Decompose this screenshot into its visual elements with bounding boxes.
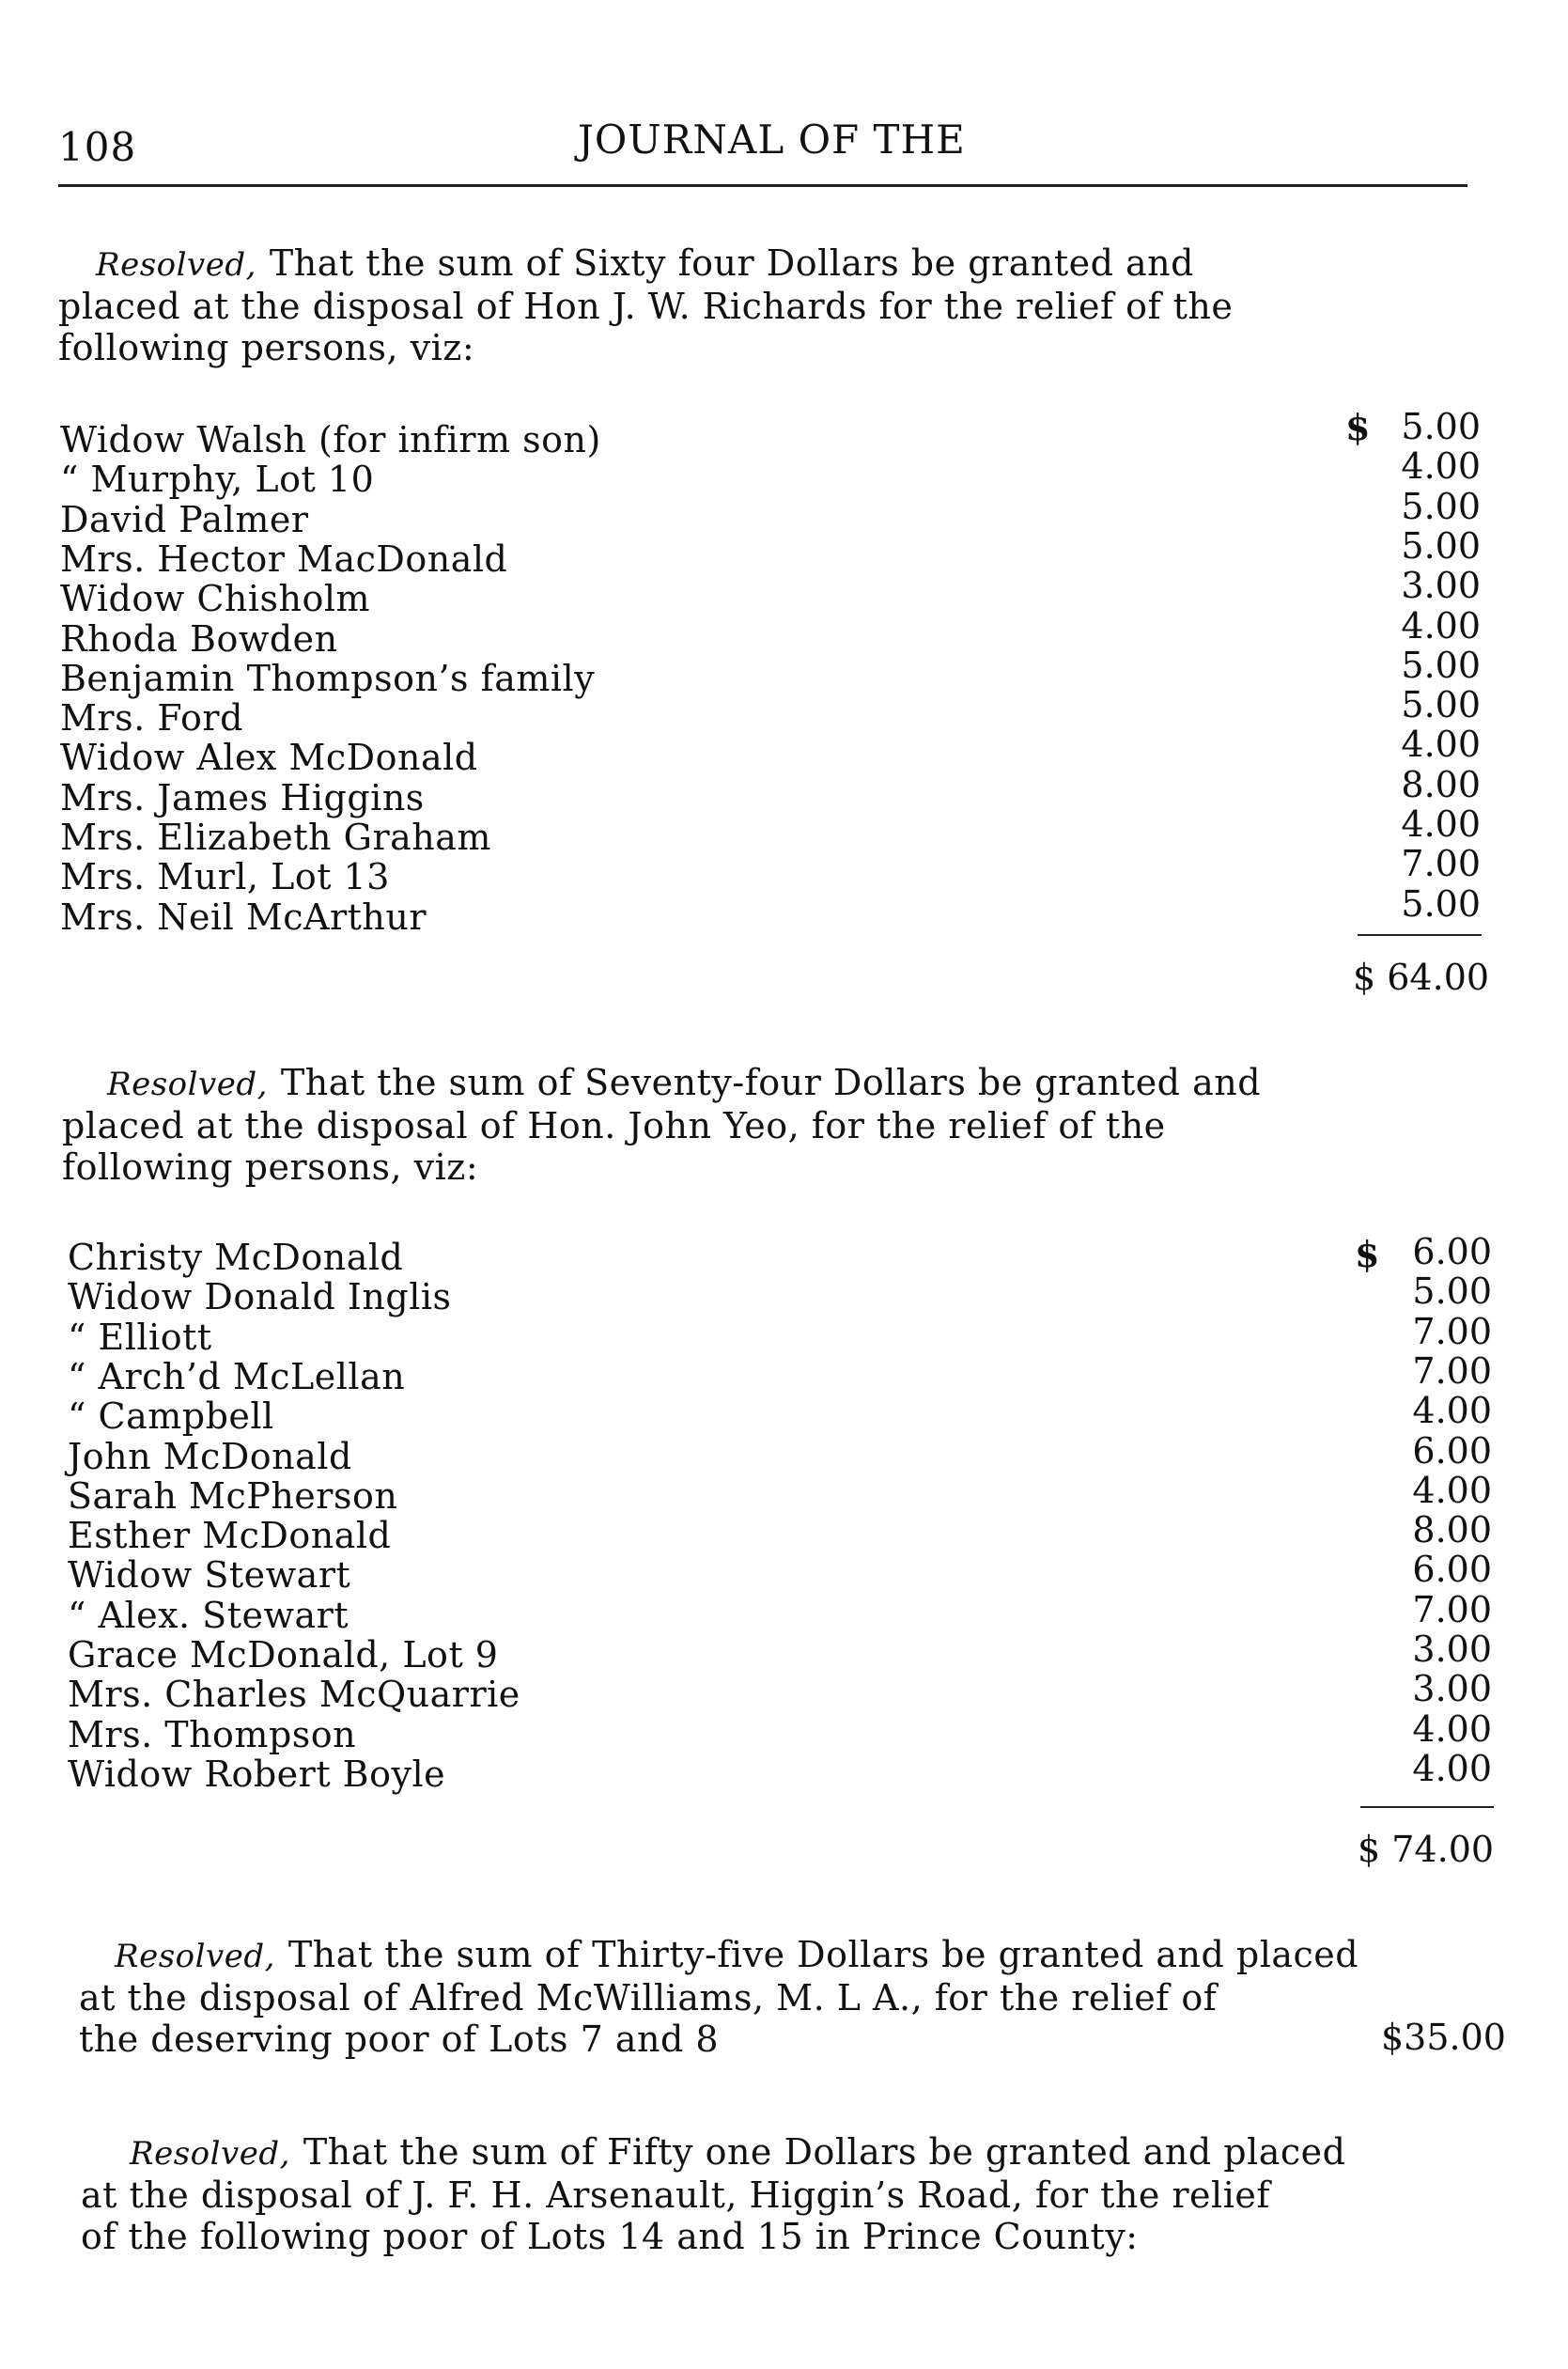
recipient-name: Mrs. Hector MacDonald — [60, 538, 508, 580]
resolved-keyword: Resolved, — [130, 2135, 290, 2173]
recipient-name: Mrs. Murl, Lot 13 — [60, 856, 390, 898]
total-1: $ 64.00 — [1353, 957, 1490, 998]
recipient-name: David Palmer — [60, 498, 309, 540]
recipient-name: Christy McDonald — [68, 1237, 404, 1278]
recipient-amount: 4.00 — [1412, 1747, 1492, 1789]
recipient-amount: 4.00 — [1401, 724, 1481, 766]
recipient-name: Mrs. Neil McArthur — [60, 896, 427, 938]
resolved-keyword: Resolved, — [96, 246, 256, 284]
resolved-keyword: Resolved, — [107, 1066, 268, 1103]
resolution-2-text: Resolved, That the sum of Seventy-four Dollars be granted and placed at the disposal of Hon. John Yeo, for the relief of the following persons, viz: — [62, 1062, 1262, 1188]
recipient-amount: 6.00 — [1412, 1549, 1492, 1591]
sum-rule-2 — [1360, 1806, 1494, 1808]
recipient-name: Benjamin Thompson’s family — [60, 657, 596, 699]
recipient-amount: 5.00 — [1401, 684, 1481, 726]
dollar-sign: $ — [1345, 406, 1371, 448]
recipient-amount: 5.00 — [1401, 485, 1481, 527]
running-title: JOURNAL OF THE — [578, 117, 966, 163]
recipient-amount: 4.00 — [1412, 1707, 1492, 1750]
recipient-amount: 5.00 — [1401, 524, 1481, 567]
recipient-amount: 4.00 — [1401, 445, 1481, 488]
recipient-name: Rhoda Bowden — [60, 617, 338, 660]
recipient-amount: 5.00 — [1401, 644, 1481, 686]
recipient-name: Widow Alex McDonald — [60, 737, 478, 779]
recipient-amount: 8.00 — [1401, 763, 1481, 805]
recipient-name: “ Elliott — [68, 1316, 212, 1358]
recipient-amount: 7.00 — [1401, 843, 1481, 885]
recipient-amount: 3.00 — [1401, 565, 1481, 607]
recipient-name: “ Murphy, Lot 10 — [60, 459, 375, 501]
recipient-amount: 8.00 — [1412, 1509, 1492, 1551]
sum-rule-1 — [1358, 934, 1482, 936]
recipient-amount: 7.00 — [1412, 1588, 1492, 1630]
dollar-sign: $ — [1355, 1233, 1380, 1275]
recipient-amount: 7.00 — [1412, 1349, 1492, 1392]
recipient-name: Sarah McPherson — [68, 1474, 398, 1517]
recipient-amount: 6.00 — [1412, 1429, 1492, 1472]
resolved-keyword: Resolved, — [115, 1938, 275, 1975]
resolution-3-text: Resolved, That the sum of Thirty-five Dollars be granted and placed at the disposal of Alfred McWilliams, M. L A., for the relief of the deserving poor of Lots 7 and 8 — [79, 1934, 1359, 2060]
recipient-name: “ Arch’d McLellan — [68, 1355, 406, 1397]
recipient-name: Widow Chisholm — [60, 578, 371, 620]
recipient-name: Widow Donald Inglis — [68, 1276, 452, 1318]
recipient-name: Mrs. Ford — [60, 697, 243, 740]
recipient-name: Mrs. James Higgins — [60, 776, 425, 818]
recipient-amount: 5.00 — [1412, 1270, 1492, 1313]
recipient-name: Widow Stewart — [68, 1554, 351, 1597]
resolution-4-text: Resolved, That the sum of Fifty one Dollars be granted and placed at the disposal of J. F. H. Arsenault, Higgin’s Road, for the relief of the following poor of Lots 14 and 15 in Prince County: — [81, 2131, 1346, 2257]
total-3: $35.00 — [1381, 2017, 1506, 2058]
recipient-amount: 3.00 — [1412, 1629, 1492, 1670]
total-2: $ 74.00 — [1358, 1829, 1495, 1870]
recipient-amount: 7.00 — [1412, 1310, 1492, 1352]
recipient-name: Widow Robert Boyle — [68, 1753, 446, 1795]
recipient-name: Esther McDonald — [68, 1515, 392, 1557]
recipient-name: Mrs. Charles McQuarrie — [68, 1674, 520, 1716]
recipient-amount: 3.00 — [1412, 1668, 1492, 1710]
page-number: 108 — [58, 124, 137, 170]
recipient-name: Mrs. Thompson — [68, 1713, 357, 1755]
recipient-amount: 4.00 — [1401, 803, 1481, 845]
recipient-name: “ Alex. Stewart — [68, 1594, 349, 1636]
recipient-amount: 4.00 — [1401, 604, 1481, 647]
recipient-name: Widow Walsh (for infirm son) — [60, 419, 601, 460]
recipient-name: Mrs. Elizabeth Graham — [60, 817, 491, 858]
recipient-amount: 6.00 — [1412, 1231, 1492, 1272]
recipient-amount: 4.00 — [1412, 1390, 1492, 1432]
recipient-name: John McDonald — [68, 1435, 352, 1477]
recipient-amount: 4.00 — [1412, 1469, 1492, 1511]
recipient-name: Grace McDonald, Lot 9 — [68, 1634, 499, 1675]
recipient-name: “ Campbell — [68, 1395, 274, 1438]
recipient-amount: 5.00 — [1401, 406, 1481, 447]
resolution-1-text: Resolved, That the sum of Sixty four Dollars be granted and placed at the disposal of Hon J. W. Richards for the relief of the following persons, viz: — [58, 242, 1234, 368]
header-rule — [58, 184, 1467, 187]
recipient-amount: 5.00 — [1401, 882, 1481, 925]
